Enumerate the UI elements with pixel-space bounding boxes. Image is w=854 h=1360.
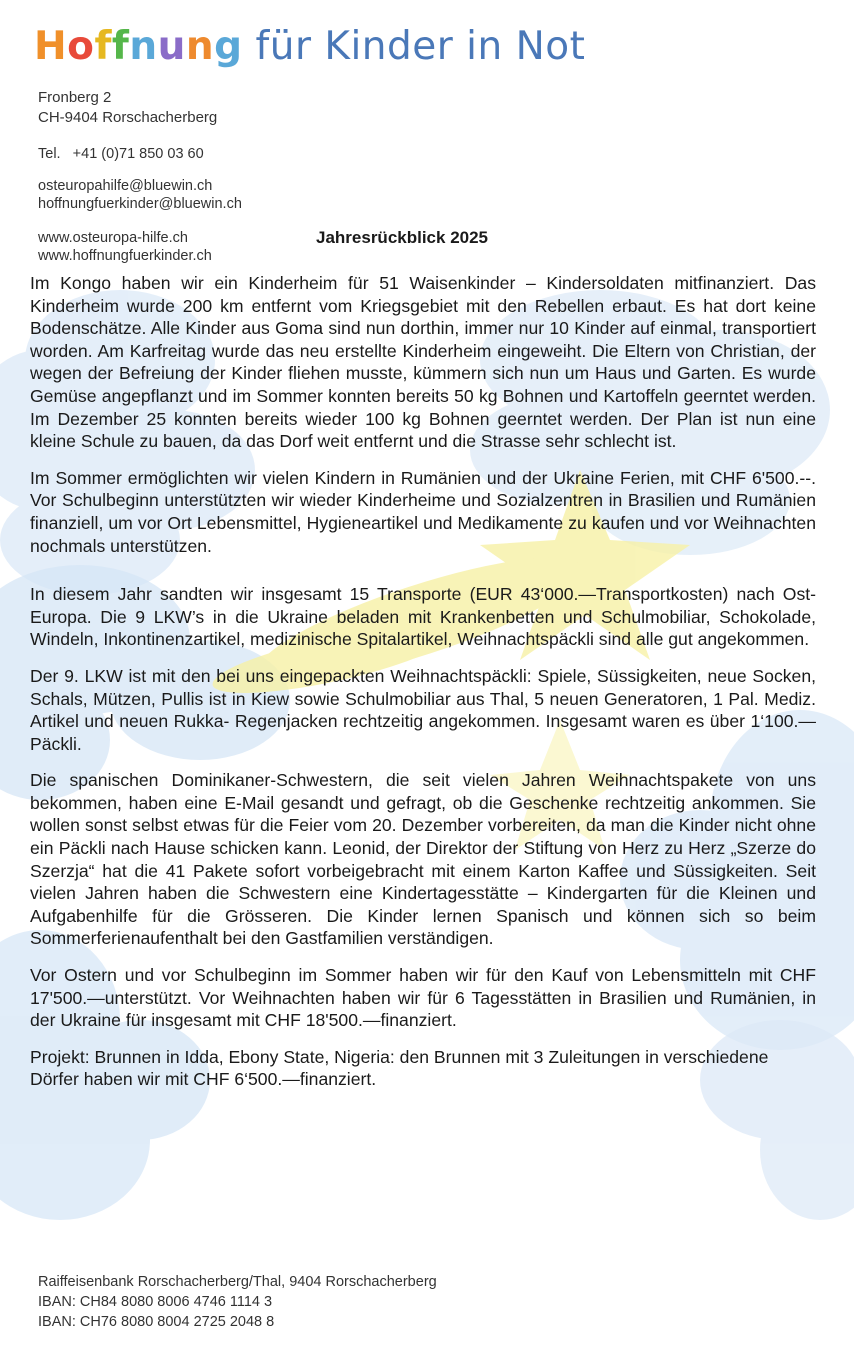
paragraph-transports: In diesem Jahr sandten wir insgesamt 15 Transporte (EUR 43‘000.—Transportkosten) nach Ost-Europa. Die 9 LKW’s in die Ukraine beladen mit Krankenbetten und Schulmobiliar, Schokolade, Windeln, Inkontinenzartikel, medizinische Spitalartikel, Weihnachtspäckli sind alle gut angekommen. (30, 584, 816, 650)
iban-2: IBAN: CH76 8080 8004 2725 2048 8 (38, 1314, 275, 1330)
email-block (38, 177, 242, 213)
paragraph-well-project: Projekt: Brunnen in Idda, Ebony State, Nigeria: den Brunnen mit 3 Zuleitungen in verschiedene Dörfer haben wir mit CHF 6‘500.—finanziert. (30, 1046, 769, 1090)
paragraph-congo: Im Kongo haben wir ein Kinderheim für 51 Waisenkinder – Kindersoldaten mitfinanziert. Das Kinderheim wurde 200 km entfernt vom Kriegsgebiet mit den Rebellen erbaut. Es hat dort keine Bodenschätze. Alle Kinder aus Goma sind nun dorthin, immer nur 10 Kinder auf einmal, transportiert worden. Am Karfreitag wurde das neu erstellte Kinderheim eingeweiht. Die Eltern von Christian, der wegen der Befreiung der Kinder fliehen musste, kümmern sich nun um Haus und Garten. Es wurde Gemüse angepflanzt und im Sommer konnten bereits 50 kg Bohnen und Kartoffeln geerntet werden. Im Dezember 25 konnten bereits wieder 100 kg Bohnen geerntet werden. Der Plan ist nun eine kleine Schule zu bauen, da das Dorf weit entfernt und die Strasse sehr schlecht ist. (30, 273, 816, 452)
address-block (38, 88, 217, 128)
letter-body (30, 272, 816, 1105)
website-link-1[interactable]: www.osteuropa-hilfe.ch (38, 230, 188, 246)
address-city: CH-9404 Rorschacherberg (38, 109, 218, 126)
paragraph-dominican-sisters: Die spanischen Dominikaner-Schwestern, die seit vielen Jahren Weihnachtspakete von uns bekommen, haben eine E-Mail gesandt und gefragt, ob die Geschenke rechtzeitig ankommen. Sie wollen sonst selbst etwas für die Feier vom 20. Dezember vorbereiten, da man die Kinder nicht ohne ein Päckli nach Hause schicken kann. Leonid, der Direktor der Stiftung von Herz zu Herz „Szerze do Szerzja“ hat die 41 Pakete sofort vorbeigebracht mit einem Karton Kaffee und Süssigkeiten. Seit vielen Jahren haben die Schwestern eine Kindertagesstätte – Kindergarten für die Kleinen und Aufgabenhilfe für die Grösseren. Die Kinder lernen Spanisch und können sich so beim Sommerferienaufenthalt bei den Gastfamilien verständigen. (30, 770, 816, 949)
address-street: Fronberg 2 (38, 89, 112, 106)
iban-1: IBAN: CH84 8080 8006 4746 1114 3 (38, 1294, 273, 1310)
phone-line (38, 145, 204, 163)
phone-label: Tel. (38, 146, 61, 162)
email-link-1[interactable]: osteuropahilfe@bluewin.ch (38, 178, 213, 194)
bank-name: Raiffeisenbank Rorschacherberg/Thal, 9404 Rorschacherberg (38, 1274, 437, 1290)
paragraph-summer: Im Sommer ermöglichten wir vielen Kindern in Rumänien und der Ukraine Ferien, mit CHF 6'500.--. Vor Schulbeginn unterstützten wir wieder Kinderheime und Sozialzentren in Brasilien und Rumänien finanziell, um vor Ort Lebensmittel, Hygieneartikel und Medikamente zu kaufen und vor Weihnachten nochmals unterstützen. (30, 467, 816, 556)
email-link-2[interactable]: hoffnungfuerkinder@bluewin.ch (38, 196, 242, 212)
phone-number[interactable]: +41 (0)71 850 03 60 (72, 146, 204, 162)
paragraph-food-support: Vor Ostern und vor Schulbeginn im Sommer haben wir für den Kauf von Lebensmitteln mit CHF 17'500.—unterstützt. Vor Weihnachten haben wir für 6 Tagesstätten in Brasilien und Rumänien, in der Ukraine für insgesamt mit CHF 18'500.—finanziert. (30, 965, 816, 1031)
bank-details (38, 1272, 437, 1332)
page-title: Jahresrückblick 2025 (316, 228, 489, 247)
website-link-2[interactable]: www.hoffnungfuerkinder.ch (38, 248, 212, 264)
paragraph-ninth-truck: Der 9. LKW ist mit den bei uns eingepackten Weihnachtspäckli: Spiele, Süssigkeiten, neue Socken, Schals, Mützen, Pullis ist in Kiew sowie Schulmobiliar aus Thal, 5 neuen Generatoren, 1 Pal. Mediz. Artikel und neuen Rukka- Regenjacken rechtzeitig angekommen. Insgesamt waren es über 1‘100.—Päckli. (30, 665, 816, 754)
website-block (38, 229, 212, 265)
logo-wordmark: Hoffnung für Kinder in Not (34, 24, 586, 69)
